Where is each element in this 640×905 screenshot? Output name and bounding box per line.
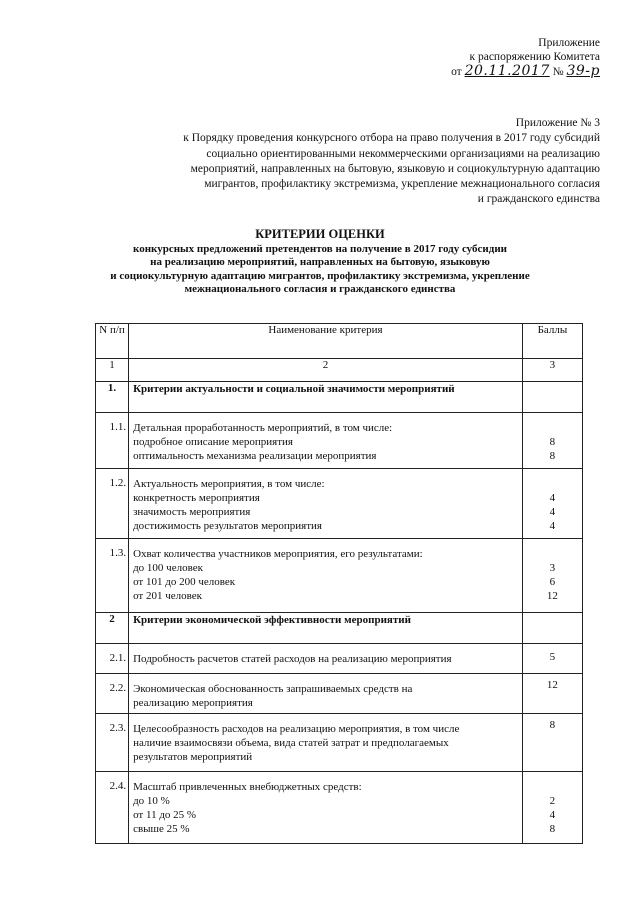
- table-row: [96, 413, 583, 469]
- header-name: Наименование критерия: [129, 324, 523, 359]
- criterion-line: от 201 человек: [133, 590, 202, 602]
- points-value: 8: [549, 436, 556, 448]
- row-num: 1.2.: [96, 469, 129, 539]
- row-num: 1.1.: [96, 413, 129, 469]
- handwritten-number: 39-р: [566, 63, 600, 79]
- row-num: 2.4.: [96, 772, 129, 844]
- points-value: 4: [549, 520, 556, 532]
- index-points: 3: [522, 359, 582, 382]
- points-value: 8: [549, 823, 556, 835]
- number-prefix: №: [552, 66, 564, 78]
- points-value: 8: [549, 450, 556, 462]
- document-subtitle: [90, 243, 550, 297]
- subtitle-line: на реализацию мероприятий, направленных на бытовую, языковую: [150, 256, 490, 269]
- criterion-line: Масштаб привлеченных внебюджетных средств:: [133, 781, 362, 793]
- date-number-line: [451, 64, 600, 79]
- points-value: 4: [549, 492, 556, 504]
- points-value: 12: [546, 590, 558, 602]
- header-points: Баллы: [522, 324, 582, 359]
- section-row: [96, 613, 583, 644]
- row-points: [522, 772, 582, 844]
- row-criterion: [129, 714, 523, 772]
- appendix3-title: Приложение № 3: [515, 117, 600, 129]
- section-row: [96, 382, 583, 413]
- points-value: 3: [549, 562, 556, 574]
- criterion-line: Актуальность мероприятия, в том числе:: [133, 478, 325, 490]
- row-criterion: [129, 539, 523, 613]
- section-num: 2: [96, 613, 129, 644]
- row-num: 2.2.: [96, 674, 129, 714]
- criterion-line: Целесообразность расходов на реализацию мероприятия, в том числе: [133, 723, 460, 735]
- points-value: 6: [549, 576, 556, 588]
- appendix3-line: социально ориентированными некоммерческими организациями на реализацию: [206, 147, 600, 160]
- criterion-line: до 10 %: [133, 795, 170, 807]
- header-num: N п/п: [96, 324, 129, 359]
- table-row: [96, 674, 583, 714]
- subtitle-line: конкурсных предложений претендентов на получение в 2017 году субсидии: [133, 243, 507, 255]
- row-points: 8: [522, 714, 582, 772]
- section-points: [522, 382, 582, 413]
- row-criterion: [129, 644, 523, 674]
- appendix3-block: [130, 116, 600, 208]
- row-num: 2.1.: [96, 644, 129, 674]
- date-prefix: от: [451, 66, 462, 78]
- row-points: 12: [522, 674, 582, 714]
- index-name: 2: [129, 359, 523, 382]
- table-row: [96, 539, 583, 613]
- row-points: 5: [522, 644, 582, 674]
- index-num: 1: [96, 359, 129, 382]
- criterion-line: свыше 25 %: [133, 823, 190, 835]
- criterion-line: результатов мероприятий: [133, 751, 253, 763]
- row-criterion: [129, 674, 523, 714]
- appendix-title: Приложение: [538, 37, 600, 49]
- table-index-row: [96, 359, 583, 382]
- criterion-line: от 11 до 25 %: [133, 809, 197, 821]
- table-row: [96, 772, 583, 844]
- handwritten-date: 20.11.2017: [464, 63, 550, 79]
- subtitle-line: и социокультурную адаптацию мигрантов, профилактику экстремизма, укрепление: [110, 269, 530, 282]
- appendix3-line: к Порядку проведения конкурсного отбора на право получения в 2017 году субсидий: [183, 132, 600, 145]
- document-title: КРИТЕРИИ ОЦЕНКИ: [255, 227, 385, 241]
- criterion-line: конкретность мероприятия: [133, 492, 260, 504]
- table-row: [96, 469, 583, 539]
- criterion-line: оптимальность механизма реализации мероприятия: [133, 450, 377, 462]
- table-header-row: [96, 324, 583, 359]
- criterion-line: значимость мероприятия: [133, 506, 251, 518]
- criterion-line: достижимость результатов мероприятия: [133, 520, 322, 532]
- criteria-table: [95, 323, 583, 844]
- criterion-line: Детальная проработанность мероприятий, в том числе:: [133, 422, 393, 434]
- criterion-line: до 100 человек: [133, 562, 203, 574]
- appendix-reference: к распоряжению Комитета: [469, 51, 600, 63]
- row-criterion: [129, 469, 523, 539]
- row-points: [522, 413, 582, 469]
- row-points: [522, 469, 582, 539]
- points-value: 2: [549, 795, 556, 807]
- criterion-line: Экономическая обоснованность запрашиваемых средств на: [133, 683, 413, 695]
- table-row: [96, 644, 583, 674]
- criterion-line: Охват количества участников мероприятия, его результатами:: [133, 548, 423, 560]
- row-num: 2.3.: [96, 714, 129, 772]
- row-criterion: [129, 413, 523, 469]
- appendix3-line: и гражданского единства: [477, 193, 600, 206]
- row-points: [522, 539, 582, 613]
- criterion-line: подробное описание мероприятия: [133, 436, 293, 448]
- points-value: 4: [549, 809, 556, 821]
- criterion-line: от 101 до 200 человек: [133, 576, 236, 588]
- table-row: [96, 714, 583, 772]
- section-num: 1.: [96, 382, 129, 413]
- criterion-line: реализацию мероприятия: [133, 697, 253, 709]
- criterion-line: Подробность расчетов статей расходов на реализацию мероприятия: [133, 653, 452, 665]
- section-points: [522, 613, 582, 644]
- row-num: 1.3.: [96, 539, 129, 613]
- appendix3-line: мероприятий, направленных на бытовую, языковую и социокультурную адаптацию: [190, 162, 600, 175]
- row-criterion: [129, 772, 523, 844]
- points-value: 4: [549, 506, 556, 518]
- subtitle-line: межнационального согласия и гражданского единства: [184, 283, 456, 296]
- section-name: Критерии экономической эффективности мероприятий: [129, 613, 523, 644]
- appendix-header: [451, 36, 600, 79]
- criterion-line: наличие взаимосвязи объема, вида статей затрат и предполагаемых: [133, 737, 449, 749]
- appendix3-line: мигрантов, профилактику экстремизма, укрепление межнационального согласия: [204, 178, 600, 191]
- section-name: Критерии актуальности и социальной значимости мероприятий: [129, 382, 523, 413]
